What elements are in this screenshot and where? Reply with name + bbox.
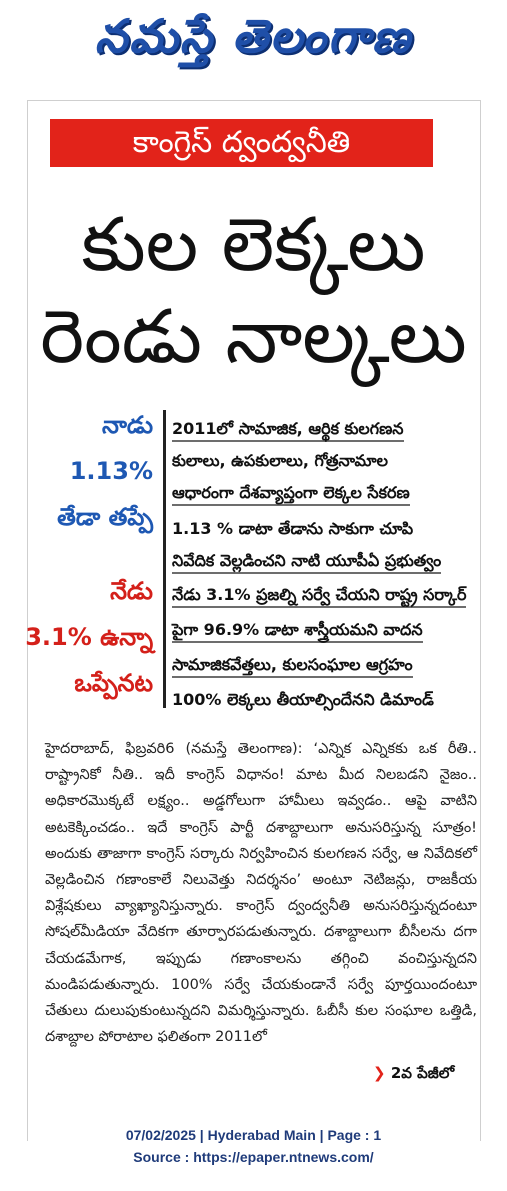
highlight-line: 2011లో సామాజిక, ఆర్థిక కులగణన xyxy=(172,418,404,442)
sidebar-then-label: నాడు xyxy=(102,411,153,439)
body-paragraph: హైదరాబాద్, ఫిబ్రవరి6 (నమస్తే తెలంగాణ): ‘ఎన్నిక ఎన్నికకు ఒక రీతి.. రాష్ట్రానికో నీతి.. ఇదీ కాంగ్రెస్ విధానం! మాట మీద నిలబడని నైజం.. అధికారమొక్కటే లక్ష్యం.. అడ్డగోలుగా హామీలు ఇవ్వడం.. ఆపై వాటిని అటకెక్కించడం.. ఇదే కాంగ్రెస్ పార్టీ దశాబ్దాలుగా అనుసరిస్తున్న సూత్రం! అందుకు తాజాగా కాంగ్రెస్ సర్కారు నిర్వహించిన కులగణన సర్వే, ఆ నివేదికలో వెల్లడించిన గణాంకాలే నిలువెత్తు నిదర్శనం’ అంటూ నెటిజన్లు, రాజకీయ విశ్లేషకులు వ్యాఖ్యానిస్తున్నారు. కాంగ్రెస్ ద్వంద్వనీతి అనుసరిస్తున్నదంటూ సోషల్‌మీడియా వేదికగా తూర్పారపడుతున్నారు. దశాబ్దాలుగా బీసీలను దగా చేయడమేగాక, ఇప్పుడు గణాంకాలను తగ్గించి వంచిస్తున్నదని మండిపడుతున్నారు. 100% సర్వే చేయకుండానే సర్వే పూర్తయిందంటూ చేతులు దులుపుకుంటున్నదని విమర్శిస్తున్నారు. ఓబీసీ కుల సంఘాల ఒత్తిడి, దశాబ్దాల పోరాటాల ఫలితంగా 2011లో xyxy=(45,741,477,1046)
sidebar-then-verdict: తేడా తప్పే xyxy=(57,503,153,531)
highlight-line: 100% లెక్కలు తీయాల్సిందేనని డిమాండ్ xyxy=(172,690,434,709)
headline-line-1: కుల లెక్కలు xyxy=(81,202,426,288)
masthead xyxy=(0,0,507,98)
sidebar-now-percent: 3.1% ఉన్నా xyxy=(25,623,153,651)
continued-on-page xyxy=(373,1064,454,1086)
article-body xyxy=(45,736,477,1050)
sidebar-now-verdict: ఒప్పేనట xyxy=(74,669,153,697)
highlight-line: సామాజికవేత్తలు, కులసంఘాల ఆగ్రహం xyxy=(172,654,413,678)
kicker-banner: కాంగ్రెస్ ద్వంద్వనీతి xyxy=(50,119,433,167)
divider-line xyxy=(163,410,166,708)
footer-date-edition: 07/02/2025 | Hyderabad Main | Page : 1 xyxy=(125,1127,382,1143)
highlight-line: కులాలు, ఉపకులాలు, గోత్రనామాల xyxy=(172,451,388,470)
chevron-right-icon: ❯ xyxy=(373,1064,386,1082)
highlight-line: పైగా 96.9% డాటా శాస్త్రీయమని వాదన xyxy=(172,619,423,643)
highlight-line: నివేదిక వెల్లడించని నాటి యూపీఏ ప్రభుత్వం xyxy=(172,550,441,574)
sidebar-now-label: నేడు xyxy=(110,577,153,605)
sidebar-then-percent: 1.13% xyxy=(69,457,153,485)
source-footer xyxy=(0,1124,507,1168)
highlight-line: 1.13 % డాటా తేడాను సాకుగా చూపి xyxy=(172,519,414,538)
jump-label: 2వ పేజీలో xyxy=(390,1064,455,1082)
highlight-line: ఆధారంగా దేశవ్యాప్తంగా లెక్కల సేకరణ xyxy=(172,482,410,506)
footer-source-link[interactable]: Source : https://epaper.ntnews.com/ xyxy=(133,1149,374,1165)
newspaper-logo: నమస్తే తెలంగాణ xyxy=(94,9,413,63)
headline-line-2: రెండు నాల్కలు xyxy=(40,294,467,380)
sidebar-then-now xyxy=(25,410,153,708)
highlight-line: నేడు 3.1% ప్రజల్ని సర్వే చేయని రాష్ట్ర సర్కార్ xyxy=(172,584,466,608)
